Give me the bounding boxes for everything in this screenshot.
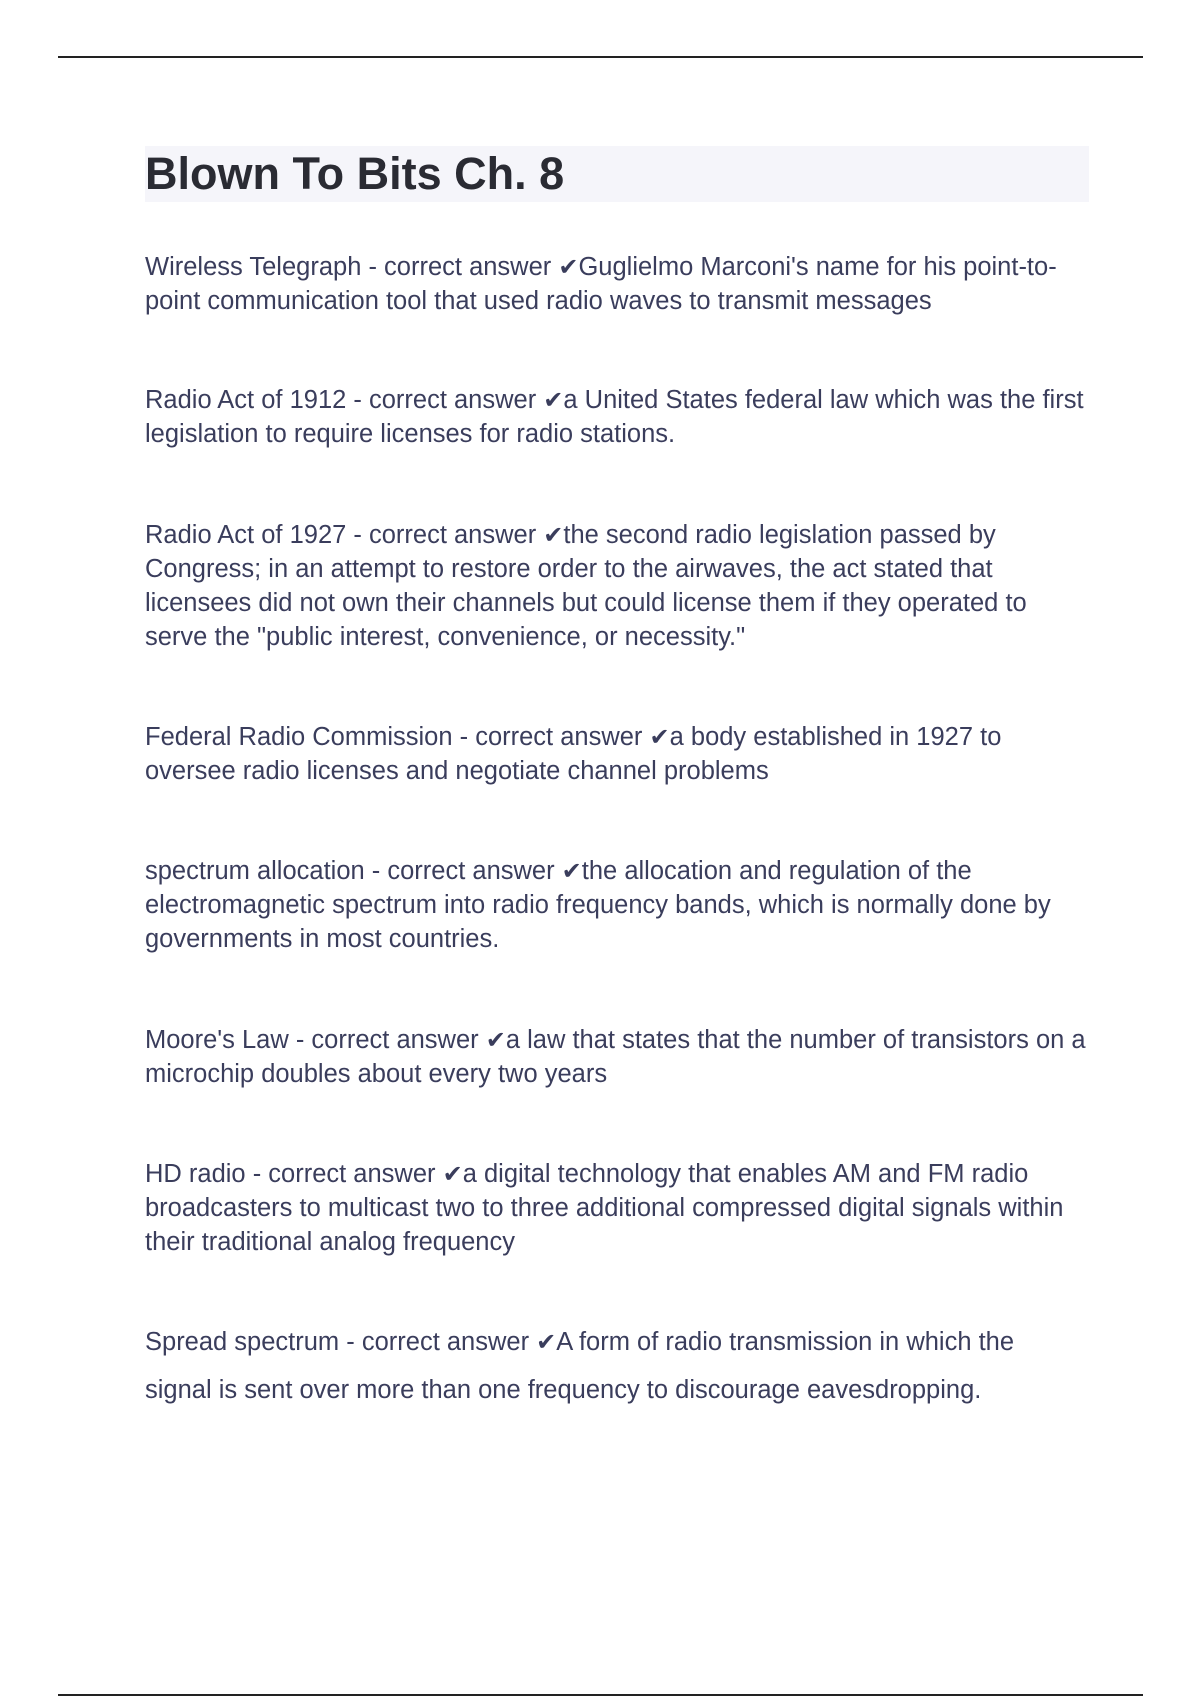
document-title: Blown To Bits Ch. 8 bbox=[145, 148, 565, 199]
flashcard bbox=[145, 250, 1095, 318]
flashcard bbox=[145, 383, 1095, 451]
flashcard bbox=[145, 518, 1095, 654]
flashcard bbox=[145, 854, 1095, 956]
top-rule bbox=[58, 56, 1143, 58]
card-definition: a body established in 1927 to oversee radio licenses and negotiate channel problems bbox=[145, 723, 1002, 785]
card-separator: - correct answer bbox=[364, 857, 562, 885]
checkmark-icon: ✔ bbox=[442, 1160, 463, 1188]
checkmark-icon: ✔ bbox=[649, 723, 670, 751]
card-separator: - correct answer bbox=[346, 521, 544, 549]
card-separator: - correct answer bbox=[361, 253, 559, 281]
card-term: Federal Radio Commission bbox=[145, 723, 453, 751]
card-term: Spread spectrum bbox=[145, 1328, 340, 1356]
checkmark-icon: ✔ bbox=[543, 521, 564, 549]
card-term: Wireless Telegraph bbox=[145, 253, 362, 281]
card-definition: a law that states that the number of transistors on a microchip doubles about every two years bbox=[145, 1026, 1086, 1088]
card-term: Moore's Law bbox=[145, 1026, 289, 1054]
card-definition: the allocation and regulation of the electromagnetic spectrum into radio frequency bands, which is normally done by governments in most countries. bbox=[145, 857, 1051, 953]
checkmark-icon: ✔ bbox=[558, 253, 579, 281]
card-separator: - correct answer bbox=[245, 1160, 443, 1188]
card-separator: - correct answer bbox=[452, 723, 650, 751]
card-separator: - correct answer bbox=[339, 1328, 537, 1356]
checkmark-icon: ✔ bbox=[536, 1328, 557, 1356]
flashcard bbox=[145, 720, 1095, 788]
card-separator: - correct answer bbox=[288, 1026, 486, 1054]
flashcard bbox=[145, 1325, 1095, 1407]
checkmark-icon: ✔ bbox=[561, 857, 582, 885]
checkmark-icon: ✔ bbox=[543, 386, 564, 414]
card-definition-continued: signal is sent over more than one frequency to discourage eavesdropping. bbox=[145, 1376, 982, 1404]
card-definition: A form of radio transmission in which the bbox=[556, 1328, 1015, 1356]
card-term: Radio Act of 1912 bbox=[145, 386, 347, 414]
checkmark-icon: ✔ bbox=[485, 1026, 506, 1054]
card-separator: - correct answer bbox=[346, 386, 544, 414]
card-definition: a United States federal law which was the first legislation to require licenses for radio stations. bbox=[145, 386, 1084, 448]
card-definition: Guglielmo Marconi's name for his point-to-point communication tool that used radio waves to transmit messages bbox=[145, 253, 1057, 315]
flashcard bbox=[145, 1157, 1095, 1259]
card-definition: a digital technology that enables AM and FM radio broadcasters to multicast two to three additional compressed digital signals within their traditional analog frequency bbox=[145, 1160, 1064, 1256]
card-definition: the second radio legislation passed by Congress; in an attempt to restore order to the airwaves, the act stated that licensees did not own their channels but could license them if they operated to serve the "public interest, convenience, or necessity." bbox=[145, 521, 1027, 651]
card-term: spectrum allocation bbox=[145, 857, 365, 885]
bottom-rule bbox=[58, 1694, 1143, 1696]
flashcard bbox=[145, 1023, 1095, 1091]
card-term: HD radio bbox=[145, 1160, 246, 1188]
card-term: Radio Act of 1927 bbox=[145, 521, 347, 549]
